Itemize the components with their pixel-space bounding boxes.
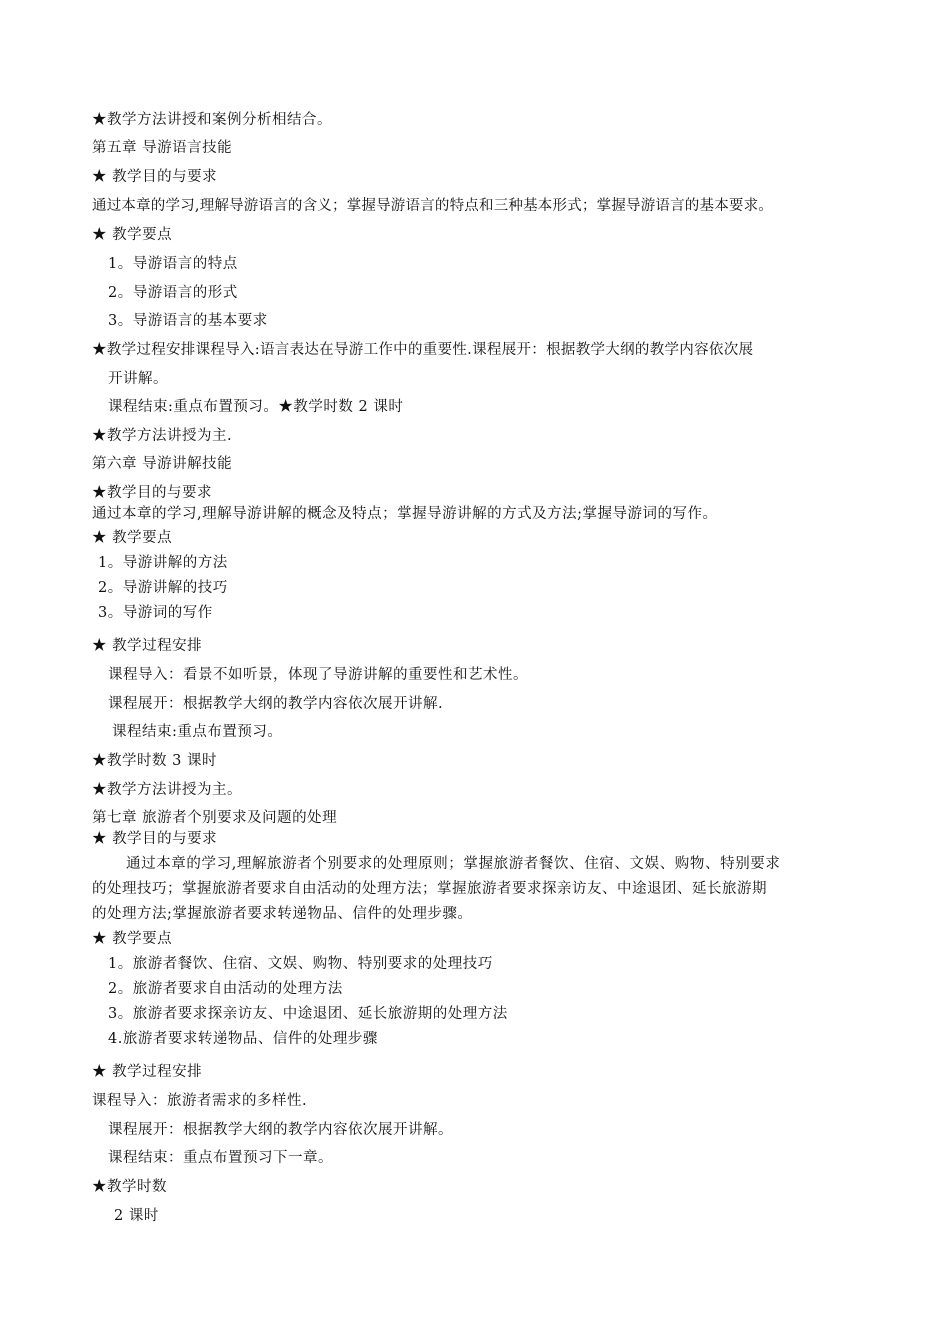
process-heading: ★ 教学过程安排 xyxy=(92,638,203,654)
course-end-line: 课程结束：重点布置预习下一章。 xyxy=(108,1150,333,1166)
course-end-line: 课程结束:重点布置预习。 xyxy=(112,724,283,740)
teaching-hours-heading: ★教学时数 xyxy=(92,1179,167,1195)
objectives-text-cont: 的处理技巧；掌握旅游者要求自由活动的处理方法；掌握旅游者要求探亲访友、中途退团、延长旅游期 xyxy=(92,881,767,897)
key-point-item: 4.旅游者要求转递物品、信件的处理步骤 xyxy=(108,1031,378,1047)
key-point-item: 1。导游语言的特点 xyxy=(108,256,238,272)
objectives-heading: ★教学目的与要求 xyxy=(92,485,212,501)
objectives-text: 通过本章的学习,理解旅游者个别要求的处理原则；掌握旅游者餐饮、住宿、文娱、购物、特别要求 xyxy=(126,856,781,872)
key-point-item: 2。导游语言的形式 xyxy=(108,285,238,301)
process-heading: ★ 教学过程安排 xyxy=(92,1064,203,1080)
process-text: ★教学过程安排课程导入:语言表达在导游工作中的重要性.课程展开：根据教学大纲的教学内容依次展 xyxy=(92,342,754,358)
key-point-item: 1。导游讲解的方法 xyxy=(98,555,228,571)
objectives-heading: ★ 教学目的与要求 xyxy=(92,169,218,185)
key-point-item: 1。旅游者餐饮、住宿、文娱、购物、特别要求的处理技巧 xyxy=(108,956,493,972)
teaching-method-line: ★教学方法讲授为主. xyxy=(92,428,233,444)
objectives-text: 通过本章的学习,理解导游讲解的概念及特点；掌握导游讲解的方式及方法;掌握导游词的写作。 xyxy=(92,506,718,522)
objectives-text-cont: 的处理方法;掌握旅游者要求转递物品、信件的处理步骤。 xyxy=(92,906,473,922)
key-point-item: 3。导游词的写作 xyxy=(98,605,213,621)
course-intro-line: 课程导入：旅游者需求的多样性. xyxy=(92,1093,308,1109)
key-point-item: 3。导游语言的基本要求 xyxy=(108,313,268,329)
teaching-method-line: ★教学方法讲授和案例分析相结合。 xyxy=(92,112,332,128)
process-text-cont: 开讲解。 xyxy=(108,371,168,387)
key-points-heading: ★ 教学要点 xyxy=(92,931,173,947)
key-points-heading: ★ 教学要点 xyxy=(92,227,173,243)
chapter-7-heading: 第七章 旅游者个别要求及问题的处理 xyxy=(92,810,338,826)
key-points-heading: ★ 教学要点 xyxy=(92,530,173,546)
teaching-hours-line: ★教学时数 3 课时 xyxy=(92,753,217,769)
course-expand-line: 课程展开：根据教学大纲的教学内容依次展开讲解. xyxy=(108,696,444,712)
course-expand-line: 课程展开：根据教学大纲的教学内容依次展开讲解。 xyxy=(108,1122,453,1138)
chapter-6-heading: 第六章 导游讲解技能 xyxy=(92,456,233,472)
chapter-5-heading: 第五章 导游语言技能 xyxy=(92,140,233,156)
objectives-heading: ★ 教学目的与要求 xyxy=(92,831,218,847)
teaching-method-line: ★教学方法讲授为主。 xyxy=(92,782,242,798)
objectives-text: 通过本章的学习,理解导游语言的含义；掌握导游语言的特点和三种基本形式；掌握导游语言的基本要求。 xyxy=(92,198,774,214)
key-point-item: 2。旅游者要求自由活动的处理方法 xyxy=(108,981,343,997)
key-point-item: 3。旅游者要求探亲访友、中途退团、延长旅游期的处理方法 xyxy=(108,1006,508,1022)
course-end-line: 课程结束:重点布置预习。★教学时数 2 课时 xyxy=(108,399,404,415)
key-point-item: 2。导游讲解的技巧 xyxy=(98,580,228,596)
course-intro-line: 课程导入：看景不如听景，体现了导游讲解的重要性和艺术性。 xyxy=(108,667,528,683)
teaching-hours-value: 2 课时 xyxy=(114,1208,159,1224)
